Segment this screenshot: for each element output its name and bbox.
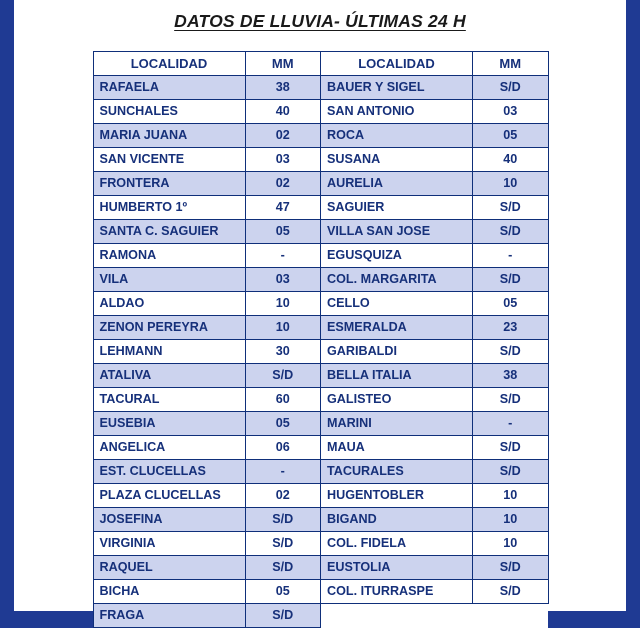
cell-mm-right: 10: [473, 484, 549, 508]
column-header-localidad-left: LOCALIDAD: [93, 52, 245, 76]
cell-mm-left: 05: [245, 412, 321, 436]
cell-localidad-left: VILA: [93, 268, 245, 292]
table-row: [93, 100, 548, 124]
cell-localidad-left: ANGELICA: [93, 436, 245, 460]
cell-mm-left: S/D: [245, 556, 321, 580]
cell-mm-right: 23: [473, 316, 549, 340]
table-row: [93, 124, 548, 148]
table-row: [93, 148, 548, 172]
table-row: [93, 268, 548, 292]
cell-mm-left: 47: [245, 196, 321, 220]
table-row: [93, 292, 548, 316]
cell-localidad-left: SAN VICENTE: [93, 148, 245, 172]
cell-mm-left: -: [245, 460, 321, 484]
cell-mm-left: 02: [245, 172, 321, 196]
table-row: [93, 316, 548, 340]
table-row: [93, 460, 548, 484]
cell-localidad-right: MAUA: [321, 436, 473, 460]
cell-localidad-left: ATALIVA: [93, 364, 245, 388]
cell-mm-left: -: [245, 244, 321, 268]
cell-mm-left: S/D: [245, 532, 321, 556]
cell-mm-left: S/D: [245, 508, 321, 532]
cell-localidad-left: FRAGA: [93, 604, 245, 628]
cell-mm-right: [473, 604, 549, 628]
cell-mm-left: 02: [245, 484, 321, 508]
cell-mm-right: S/D: [473, 436, 549, 460]
cell-localidad-left: LEHMANN: [93, 340, 245, 364]
table-body: [93, 76, 548, 628]
rainfall-table-container: [93, 51, 548, 628]
cell-mm-left: 05: [245, 580, 321, 604]
cell-localidad-right: CELLO: [321, 292, 473, 316]
cell-localidad-right: SAGUIER: [321, 196, 473, 220]
cell-mm-left: S/D: [245, 364, 321, 388]
cell-mm-right: 03: [473, 100, 549, 124]
cell-localidad-right: BELLA ITALIA: [321, 364, 473, 388]
table-row: [93, 220, 548, 244]
cell-mm-right: S/D: [473, 76, 549, 100]
cell-localidad-right: COL. MARGARITA: [321, 268, 473, 292]
cell-localidad-right: HUGENTOBLER: [321, 484, 473, 508]
cell-localidad-left: BICHA: [93, 580, 245, 604]
rainfall-table: [93, 51, 549, 628]
table-row: [93, 244, 548, 268]
table-row: [93, 508, 548, 532]
cell-mm-left: 05: [245, 220, 321, 244]
table-row: [93, 484, 548, 508]
document-page: [14, 0, 626, 622]
cell-mm-right: 05: [473, 292, 549, 316]
cell-mm-right: 10: [473, 172, 549, 196]
cell-localidad-right: EGUSQUIZA: [321, 244, 473, 268]
cell-mm-right: S/D: [473, 556, 549, 580]
cell-localidad-right: MARINI: [321, 412, 473, 436]
cell-mm-left: 30: [245, 340, 321, 364]
cell-mm-right: -: [473, 244, 549, 268]
cell-localidad-right: TACURALES: [321, 460, 473, 484]
cell-localidad-left: ALDAO: [93, 292, 245, 316]
cell-localidad-right: GARIBALDI: [321, 340, 473, 364]
cell-localidad-left: EST. CLUCELLAS: [93, 460, 245, 484]
table-row: [93, 436, 548, 460]
cell-localidad-right: EUSTOLIA: [321, 556, 473, 580]
cell-mm-left: 06: [245, 436, 321, 460]
column-header-localidad-right: LOCALIDAD: [321, 52, 473, 76]
cell-mm-left: 03: [245, 148, 321, 172]
cell-mm-left: 60: [245, 388, 321, 412]
cell-mm-left: 02: [245, 124, 321, 148]
table-row: [93, 172, 548, 196]
table-row: [93, 412, 548, 436]
cell-mm-right: 38: [473, 364, 549, 388]
cell-mm-left: S/D: [245, 604, 321, 628]
cell-localidad-right: COL. ITURRASPE: [321, 580, 473, 604]
cell-localidad-left: EUSEBIA: [93, 412, 245, 436]
cell-mm-left: 10: [245, 316, 321, 340]
table-row: [93, 364, 548, 388]
cell-localidad-right: [321, 604, 473, 628]
cell-localidad-left: HUMBERTO 1º: [93, 196, 245, 220]
cell-localidad-left: MARIA JUANA: [93, 124, 245, 148]
page-title: DATOS DE LLUVIA- ÚLTIMAS 24 H: [174, 11, 466, 31]
cell-mm-right: 10: [473, 508, 549, 532]
cell-localidad-left: RAQUEL: [93, 556, 245, 580]
cell-mm-right: S/D: [473, 196, 549, 220]
cell-mm-left: 40: [245, 100, 321, 124]
cell-mm-right: 10: [473, 532, 549, 556]
cell-localidad-left: PLAZA CLUCELLAS: [93, 484, 245, 508]
table-row: [93, 340, 548, 364]
table-row: [93, 388, 548, 412]
cell-mm-right: S/D: [473, 268, 549, 292]
table-row: [93, 556, 548, 580]
table-row: [93, 76, 548, 100]
cell-localidad-left: JOSEFINA: [93, 508, 245, 532]
column-header-mm-left: MM: [245, 52, 321, 76]
cell-localidad-left: VIRGINIA: [93, 532, 245, 556]
table-row: [93, 604, 548, 628]
cell-mm-right: S/D: [473, 580, 549, 604]
cell-localidad-right: SUSANA: [321, 148, 473, 172]
table-header-row: [93, 52, 548, 76]
cell-localidad-right: BAUER Y SIGEL: [321, 76, 473, 100]
cell-localidad-left: SUNCHALES: [93, 100, 245, 124]
table-row: [93, 196, 548, 220]
cell-mm-left: 03: [245, 268, 321, 292]
cell-mm-right: S/D: [473, 388, 549, 412]
cell-mm-right: S/D: [473, 340, 549, 364]
cell-mm-right: 40: [473, 148, 549, 172]
table-row: [93, 580, 548, 604]
cell-localidad-right: COL. FIDELA: [321, 532, 473, 556]
cell-localidad-right: VILLA SAN JOSE: [321, 220, 473, 244]
cell-mm-left: 38: [245, 76, 321, 100]
cell-localidad-right: BIGAND: [321, 508, 473, 532]
cell-mm-left: 10: [245, 292, 321, 316]
cell-localidad-right: GALISTEO: [321, 388, 473, 412]
cell-localidad-right: SAN ANTONIO: [321, 100, 473, 124]
cell-localidad-left: TACURAL: [93, 388, 245, 412]
cell-localidad-left: RAFAELA: [93, 76, 245, 100]
cell-localidad-right: ROCA: [321, 124, 473, 148]
cell-localidad-left: ZENON PEREYRA: [93, 316, 245, 340]
cell-mm-right: -: [473, 412, 549, 436]
cell-localidad-left: RAMONA: [93, 244, 245, 268]
table-row: [93, 532, 548, 556]
cell-localidad-left: FRONTERA: [93, 172, 245, 196]
cell-mm-right: S/D: [473, 460, 549, 484]
column-header-mm-right: MM: [473, 52, 549, 76]
cell-localidad-left: SANTA C. SAGUIER: [93, 220, 245, 244]
cell-localidad-right: ESMERALDA: [321, 316, 473, 340]
cell-localidad-right: AURELIA: [321, 172, 473, 196]
cell-mm-right: 05: [473, 124, 549, 148]
cell-mm-right: S/D: [473, 220, 549, 244]
